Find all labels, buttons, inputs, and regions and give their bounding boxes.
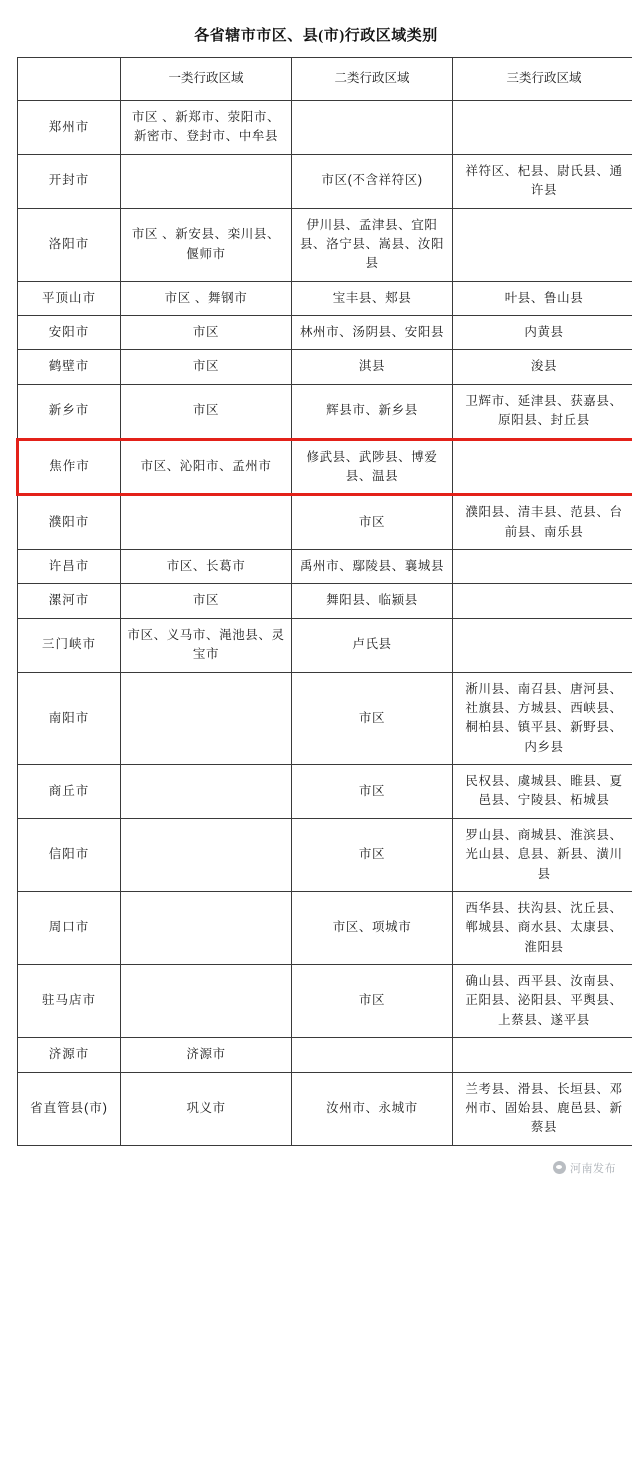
cell-category-one: 市区 bbox=[121, 384, 292, 439]
page-title: 各省辖市市区、县(市)行政区域类别 bbox=[194, 28, 438, 44]
table-row bbox=[18, 316, 632, 350]
cell-category-two: 宝丰县、郏县 bbox=[292, 281, 453, 315]
cell-category-two: 禹州市、鄢陵县、襄城县 bbox=[292, 550, 453, 584]
cell-city: 商丘市 bbox=[18, 765, 121, 819]
cell-category-three: 卫辉市、延津县、获嘉县、原阳县、封丘县 bbox=[453, 384, 632, 439]
cell-category-three: 西华县、扶沟县、沈丘县、郸城县、商水县、太康县、淮阳县 bbox=[453, 891, 632, 964]
cell-category-one: 市区、义马市、渑池县、灵宝市 bbox=[121, 618, 292, 672]
table-row bbox=[18, 281, 632, 315]
cell-category-three: 确山县、西平县、汝南县、正阳县、泌阳县、平舆县、上蔡县、遂平县 bbox=[453, 965, 632, 1038]
cell-category-two: 市区(不含祥符区) bbox=[292, 154, 453, 208]
cell-city: 漯河市 bbox=[18, 584, 121, 618]
cell-city: 驻马店市 bbox=[18, 965, 121, 1038]
cell-city: 许昌市 bbox=[18, 550, 121, 584]
table-header-row bbox=[18, 58, 632, 101]
cell-category-one bbox=[121, 891, 292, 964]
cell-category-three: 濮阳县、清丰县、范县、台前县、南乐县 bbox=[453, 495, 632, 550]
cell-category-three bbox=[453, 101, 632, 155]
cell-category-two: 市区、项城市 bbox=[292, 891, 453, 964]
table-row bbox=[18, 495, 632, 550]
cell-category-one bbox=[121, 154, 292, 208]
cell-city: 三门峡市 bbox=[18, 618, 121, 672]
cell-category-one: 市区 、新郑市、荥阳市、新密市、登封市、中牟县 bbox=[121, 101, 292, 155]
cell-city: 平顶山市 bbox=[18, 281, 121, 315]
cell-category-one: 市区 bbox=[121, 316, 292, 350]
cell-category-two: 市区 bbox=[292, 672, 453, 765]
table-row bbox=[18, 154, 632, 208]
cell-category-two bbox=[292, 1038, 453, 1072]
cell-category-three: 兰考县、滑县、长垣县、邓州市、固始县、鹿邑县、新蔡县 bbox=[453, 1072, 632, 1145]
cell-category-three bbox=[453, 584, 632, 618]
footer-watermark bbox=[16, 1160, 616, 1182]
cell-category-one: 市区、长葛市 bbox=[121, 550, 292, 584]
cell-category-one: 市区 、新安县、栾川县、偃师市 bbox=[121, 208, 292, 281]
table-row bbox=[18, 1038, 632, 1072]
table-row bbox=[18, 350, 632, 384]
cell-category-three bbox=[453, 208, 632, 281]
cell-category-two bbox=[292, 101, 453, 155]
table-row bbox=[18, 384, 632, 439]
cell-category-two: 舞阳县、临颍县 bbox=[292, 584, 453, 618]
table-header bbox=[18, 58, 632, 101]
cell-city: 安阳市 bbox=[18, 316, 121, 350]
cell-category-two: 市区 bbox=[292, 818, 453, 891]
cell-category-one bbox=[121, 965, 292, 1038]
cell-category-three bbox=[453, 1038, 632, 1072]
cell-category-two: 市区 bbox=[292, 765, 453, 819]
column-header-category-one: 一类行政区域 bbox=[121, 58, 292, 101]
cell-category-one bbox=[121, 765, 292, 819]
cell-category-three: 叶县、鲁山县 bbox=[453, 281, 632, 315]
cell-category-one: 市区 bbox=[121, 350, 292, 384]
region-category-table bbox=[16, 57, 632, 1146]
cell-category-two: 卢氏县 bbox=[292, 618, 453, 672]
cell-category-three bbox=[453, 618, 632, 672]
table-row bbox=[18, 672, 632, 765]
cell-category-three bbox=[453, 439, 632, 495]
footer-account-name: 河南发布 bbox=[570, 1162, 616, 1175]
cell-category-two: 市区 bbox=[292, 495, 453, 550]
cell-category-two: 修武县、武陟县、博爱县、温县 bbox=[292, 439, 453, 495]
cell-category-one: 市区 bbox=[121, 584, 292, 618]
wechat-icon bbox=[553, 1161, 566, 1174]
cell-category-three: 祥符区、杞县、尉氏县、通许县 bbox=[453, 154, 632, 208]
table-row bbox=[18, 818, 632, 891]
cell-city: 周口市 bbox=[18, 891, 121, 964]
table-row bbox=[18, 101, 632, 155]
table-row bbox=[18, 439, 632, 495]
cell-category-three: 民权县、虞城县、睢县、夏邑县、宁陵县、柘城县 bbox=[453, 765, 632, 819]
table-row bbox=[18, 965, 632, 1038]
cell-category-three: 罗山县、商城县、淮滨县、光山县、息县、新县、潢川县 bbox=[453, 818, 632, 891]
cell-city: 省直管县(市) bbox=[18, 1072, 121, 1145]
cell-category-one: 济源市 bbox=[121, 1038, 292, 1072]
cell-city: 鹤壁市 bbox=[18, 350, 121, 384]
cell-category-two: 市区 bbox=[292, 965, 453, 1038]
cell-category-two: 汝州市、永城市 bbox=[292, 1072, 453, 1145]
table-row bbox=[18, 584, 632, 618]
table-row bbox=[18, 1072, 632, 1145]
cell-category-one: 巩义市 bbox=[121, 1072, 292, 1145]
cell-city: 南阳市 bbox=[18, 672, 121, 765]
cell-category-two: 辉县市、新乡县 bbox=[292, 384, 453, 439]
column-header-category-two: 二类行政区域 bbox=[292, 58, 453, 101]
cell-category-two: 林州市、汤阴县、安阳县 bbox=[292, 316, 453, 350]
cell-category-three: 浚县 bbox=[453, 350, 632, 384]
cell-category-one bbox=[121, 495, 292, 550]
cell-category-one bbox=[121, 818, 292, 891]
cell-city: 开封市 bbox=[18, 154, 121, 208]
cell-category-one bbox=[121, 672, 292, 765]
table-row bbox=[18, 550, 632, 584]
cell-city: 济源市 bbox=[18, 1038, 121, 1072]
cell-category-two: 淇县 bbox=[292, 350, 453, 384]
table-row bbox=[18, 618, 632, 672]
table-row bbox=[18, 765, 632, 819]
cell-city: 洛阳市 bbox=[18, 208, 121, 281]
cell-city: 濮阳市 bbox=[18, 495, 121, 550]
cell-city: 焦作市 bbox=[18, 439, 121, 495]
cell-category-three: 淅川县、南召县、唐河县、社旗县、方城县、西峡县、桐柏县、镇平县、新野县、内乡县 bbox=[453, 672, 632, 765]
cell-city: 信阳市 bbox=[18, 818, 121, 891]
cell-category-two: 伊川县、孟津县、宜阳县、洛宁县、嵩县、汝阳县 bbox=[292, 208, 453, 281]
cell-category-three bbox=[453, 550, 632, 584]
column-header-city bbox=[18, 58, 121, 101]
table-body bbox=[18, 101, 632, 1146]
cell-category-one: 市区 、舞钢市 bbox=[121, 281, 292, 315]
column-header-category-three: 三类行政区域 bbox=[453, 58, 632, 101]
table-row bbox=[18, 891, 632, 964]
cell-category-one: 市区、沁阳市、孟州市 bbox=[121, 439, 292, 495]
cell-city: 郑州市 bbox=[18, 101, 121, 155]
cell-city: 新乡市 bbox=[18, 384, 121, 439]
table-row bbox=[18, 208, 632, 281]
cell-category-three: 内黄县 bbox=[453, 316, 632, 350]
